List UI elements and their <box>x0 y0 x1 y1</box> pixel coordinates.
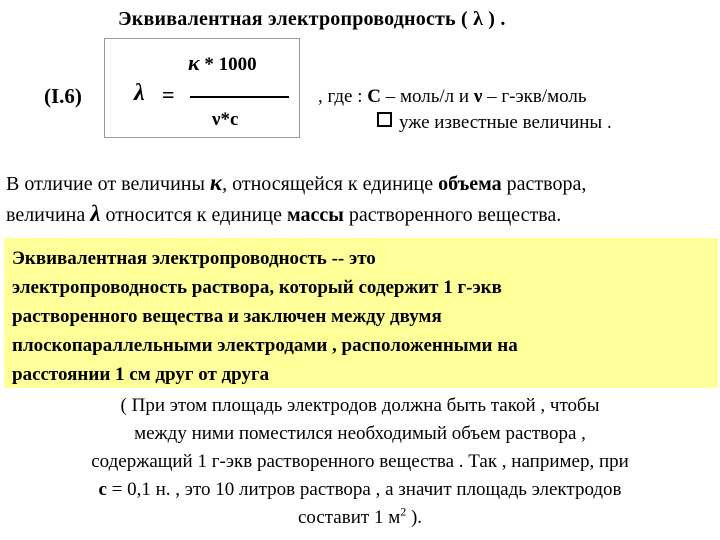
intro-line-1 <box>6 168 586 199</box>
definition-line: расстоянии 1 см друг от друга <box>12 364 270 385</box>
definition-line: электропроводность раствора, который содержит 1 г-экв <box>12 277 502 298</box>
note-line: ( При этом площадь электродов должна быть такой , чтобы <box>120 395 600 416</box>
where-prefix: , где : <box>318 86 368 107</box>
note-paragraph <box>0 392 720 532</box>
definition-line: растворенного вещества и заключен между двумя <box>12 306 442 327</box>
lambda-symbol: λ <box>90 201 101 226</box>
where-nu: ν <box>473 86 483 107</box>
square-bullet-icon <box>377 112 392 127</box>
note-text: составит 1 м <box>297 507 401 528</box>
page-title: Эквивалентная электропроводность ( λ ) . <box>118 8 506 30</box>
equals-sign: = <box>162 82 175 107</box>
intro-paragraph <box>6 168 586 230</box>
definition-line: Эквивалентная электропроводность -- это <box>12 248 376 269</box>
note-line <box>0 476 720 504</box>
superscript: 2 <box>400 504 407 519</box>
intro-line-2 <box>6 199 586 230</box>
equation-number: (I.6) <box>44 84 82 108</box>
where-c-def: – моль/л и <box>380 86 474 107</box>
intro-bold: массы <box>286 204 344 226</box>
intro-text: , относящейся к единице <box>222 173 439 195</box>
intro-bold: объема <box>438 173 502 195</box>
where-nu-def: – г-экв/моль <box>482 86 587 107</box>
intro-text: растворенного вещества. <box>343 204 562 226</box>
where-c: С <box>367 86 381 107</box>
note-line: между ними поместился необходимый объем раствора , <box>134 423 586 444</box>
note-line <box>0 504 720 532</box>
fraction-bar <box>190 96 289 98</box>
intro-text: раствора, <box>501 173 587 195</box>
formula-denominator: ν*c <box>212 109 239 130</box>
known-note-text: уже известные величины . <box>399 112 612 133</box>
definition-text <box>12 244 518 389</box>
note-line: содержащий 1 г-экв растворенного вещества . Так , например, при <box>91 451 629 472</box>
note-text: = 0,1 н. , это 10 литров раствора , а значит площадь электродов <box>106 479 622 500</box>
formula-legend <box>318 86 587 108</box>
kappa-symbol: κ <box>209 170 223 195</box>
formula-numerator <box>188 50 257 76</box>
definition-line: плоскопараллельными электродами , расположенными на <box>12 335 518 356</box>
note-text: ). <box>406 507 423 528</box>
note-c-symbol: с <box>98 479 107 500</box>
intro-text: В отличие от величины <box>6 173 210 195</box>
intro-text: относится к единице <box>100 204 287 226</box>
known-note <box>377 112 612 134</box>
lambda-symbol: λ <box>134 80 145 106</box>
intro-text: величина <box>6 204 91 226</box>
kappa-symbol: κ <box>188 50 200 75</box>
numerator-rest: * 1000 <box>199 54 257 75</box>
